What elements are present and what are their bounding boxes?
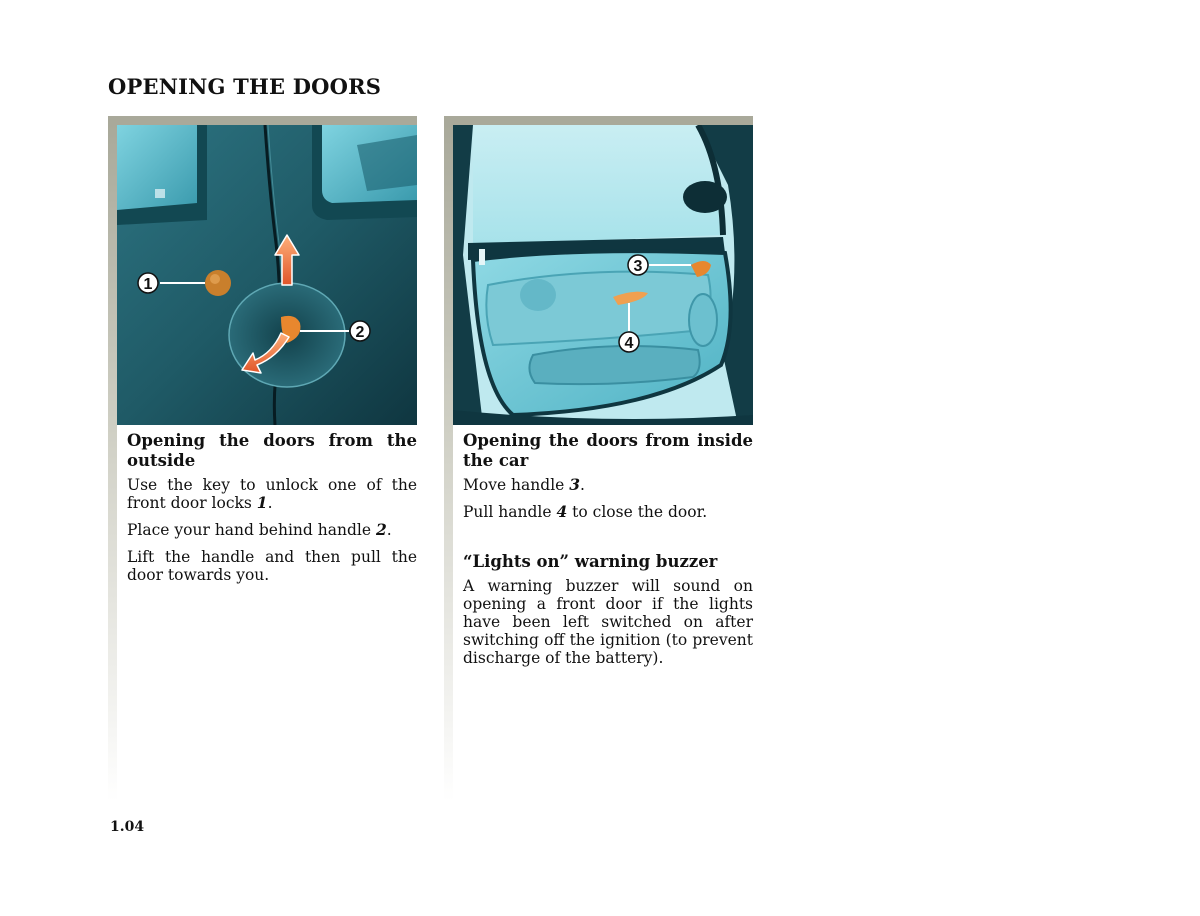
callout-2-label: 2	[355, 324, 365, 341]
exterior-door-photo	[117, 125, 417, 425]
instruction-pull-handle: Pull handle 4 to close the door.	[463, 502, 708, 521]
right-column	[444, 116, 753, 802]
section-spacer	[463, 530, 753, 552]
column-top-rule	[444, 116, 753, 125]
instruction-move-handle: Move handle 3.	[463, 475, 585, 494]
buzzer-description: A warning buzzer will sound on opening a front door if the lights have been left switched on after switching off the ignition (to prevent discharge of the battery).	[463, 577, 753, 667]
section-heading-outside: Opening the doors from the outside	[127, 431, 417, 470]
ref-handle-3: 3	[569, 475, 581, 494]
page-title: OPENING THE DOORS	[108, 74, 382, 99]
instruction-unlock: Use the key to unlock one of the front door locks 1.	[127, 476, 417, 512]
callout-4-label: 4	[624, 335, 634, 352]
left-column	[108, 116, 417, 802]
callout-1-label: 1	[143, 276, 153, 293]
column-top-rule	[108, 116, 417, 125]
page-number: 1.04	[110, 819, 145, 835]
column-side-bar	[444, 125, 453, 802]
instruction-place-hand: Place your hand behind handle 2.	[127, 520, 392, 539]
callout-3-label: 3	[633, 258, 643, 275]
ref-handle-4: 4	[556, 502, 568, 521]
interior-door-photo	[453, 125, 753, 425]
right-text-block	[463, 431, 753, 676]
ref-handle-2: 2	[375, 520, 387, 539]
instruction-lift-handle: Lift the handle and then pull the door towards you.	[127, 548, 417, 584]
section-heading-buzzer: “Lights on” warning buzzer	[463, 552, 718, 571]
column-side-bar	[108, 125, 117, 802]
ref-lock-1: 1	[256, 493, 268, 512]
left-text-block	[127, 431, 417, 593]
section-heading-inside: Opening the doors from inside the car	[463, 431, 753, 470]
